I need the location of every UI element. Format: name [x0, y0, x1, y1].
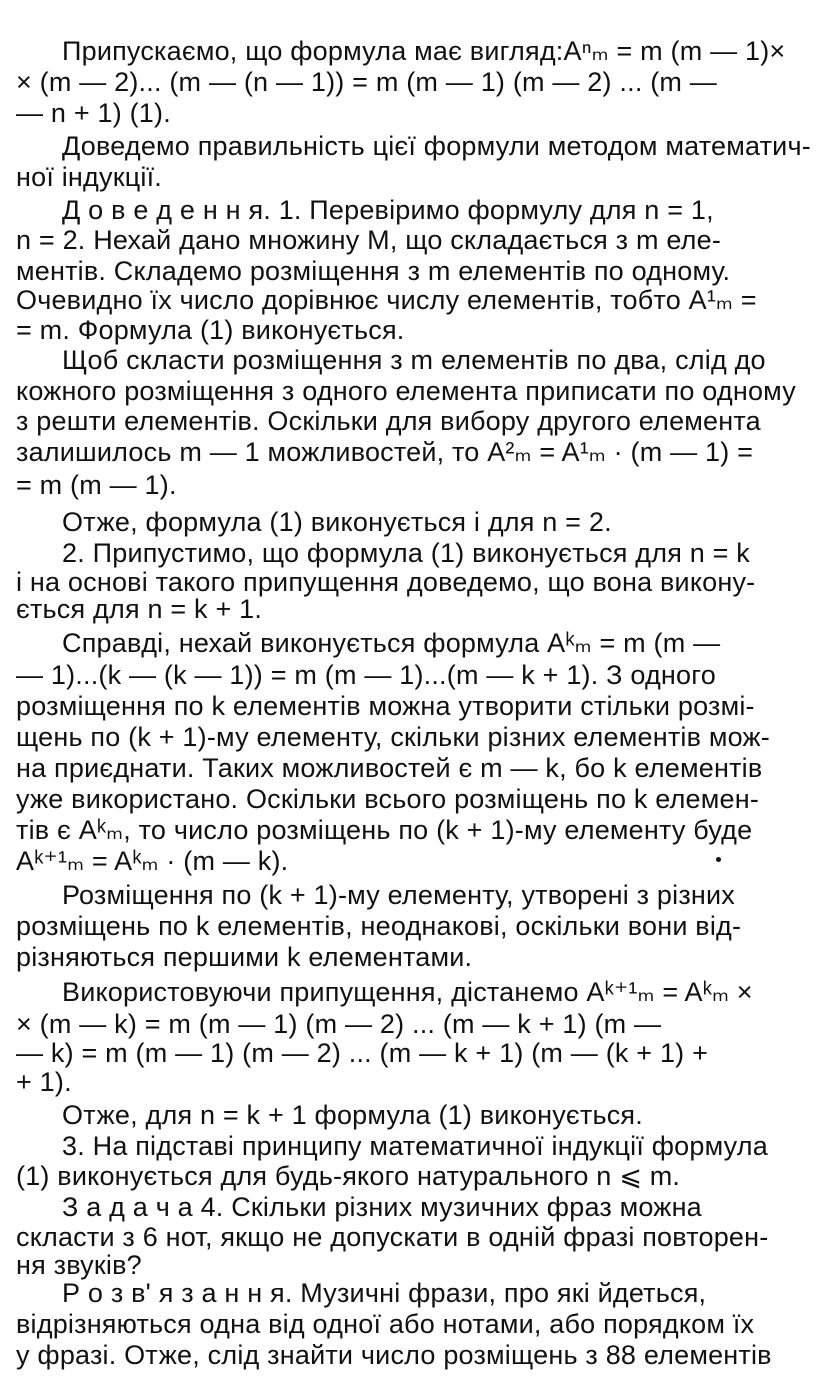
text-line: Справді, нехай виконується формула Aᵏₘ = m (m —: [62, 628, 721, 658]
text-line: Припускаємо, що формула має вигляд:Aⁿₘ = m (m — 1)×: [62, 36, 786, 66]
text-line: тів є Aᵏₘ, то число розміщень по (k + 1)-му елементу буде: [16, 815, 753, 845]
text-line: Щоб скласти розміщення з m елементів по два, слід до: [62, 345, 766, 375]
text-line: ня звуків?: [16, 1250, 142, 1280]
text-line: 3. На підставі принципу математичної індукції формула: [62, 1131, 768, 1161]
text-line: залишилось m — 1 можливостей, то A²ₘ = A¹ₘ · (m — 1) =: [16, 437, 754, 467]
text-line: Розміщення по (k + 1)-му елементу, утворені з різних: [62, 880, 735, 910]
text-line: Р о з в' я з а н н я. Музичні фрази, про які йдеться,: [62, 1278, 707, 1308]
text-line: Використовуючи припущення, дістанемо Aᵏ⁺¹ₘ = Aᵏₘ ×: [62, 977, 753, 1007]
text-line: відрізняються одна від одної або нотами, або порядком їх: [16, 1309, 755, 1339]
text-line: Отже, формула (1) виконується і для n = 2.: [62, 507, 612, 537]
text-line: Отже, для n = k + 1 формула (1) виконується.: [62, 1100, 643, 1130]
text-line: щень по (k + 1)-му елементу, скільки різних елементів мож-: [16, 722, 770, 752]
text-line: n = 2. Нехай дано множину M, що складається з m еле-: [16, 225, 722, 255]
text-line: Д о в е д е н н я. 1. Перевіримо формулу для n = 1,: [62, 195, 714, 225]
text-line: у фразі. Отже, слід знайти число розміщень з 88 елементів: [16, 1340, 772, 1370]
text-line: різняються першими k елементами.: [16, 942, 473, 972]
text-line: на приєднати. Таких можливостей є m — k, бо k елементів: [16, 753, 763, 783]
text-line: З а д а ч а 4. Скільки різних музичних фраз можна: [62, 1192, 702, 1222]
text-line: ментів. Складемо розміщення з m елементів по одному.: [16, 256, 731, 286]
text-line: — k) = m (m — 1) (m — 2) ... (m — k + 1) (m — (k + 1) +: [16, 1038, 709, 1068]
text-line: (1) виконується для будь-якого натурального n ⩽ m.: [16, 1161, 681, 1191]
text-line: ної індукції.: [16, 162, 162, 192]
text-line: уже використано. Оскільки всього розміщень по k елемен-: [16, 784, 760, 814]
print-speck: [716, 857, 721, 862]
text-line: × (m — k) = m (m — 1) (m — 2) ... (m — k + 1) (m —: [16, 1009, 662, 1039]
text-line: — n + 1) (1).: [16, 98, 171, 128]
text-line: розміщень по k елементів, неоднакові, оскільки вони від-: [16, 911, 742, 941]
text-line: Очевидно їх число дорівнює числу елементів, тобто A¹ₘ =: [16, 285, 757, 315]
text-line: + 1).: [16, 1067, 72, 1097]
text-line: 2. Припустимо, що формула (1) виконується для n = k: [62, 538, 751, 568]
text-line: ється для n = k + 1.: [16, 594, 263, 624]
text-line: кожного розміщення з одного елемента приписати по одному: [16, 376, 796, 406]
text-line: = m. Формула (1) виконується.: [16, 315, 405, 345]
text-line: Aᵏ⁺¹ₘ = Aᵏₘ · (m — k).: [16, 846, 289, 876]
text-line: і на основі такого припущення доведемо, що вона викону-: [16, 567, 756, 597]
text-line: × (m — 2)... (m — (n — 1)) = m (m — 1) (m — 2) ... (m —: [16, 67, 718, 97]
text-line: = m (m — 1).: [16, 470, 177, 500]
text-line: Доведемо правильність цієї формули методом математич-: [62, 131, 811, 161]
text-line: — 1)...(k — (k — 1)) = m (m — 1)...(m — k + 1). З одного: [16, 660, 716, 690]
text-line: розміщення по k елементів можна утворити стільки розмі-: [16, 691, 755, 721]
text-line: скласти з 6 нот, якщо не допускати в одній фразі повторен-: [16, 1222, 769, 1252]
text-line: з решти елементів. Оскільки для вибору другого елемента: [16, 406, 761, 436]
